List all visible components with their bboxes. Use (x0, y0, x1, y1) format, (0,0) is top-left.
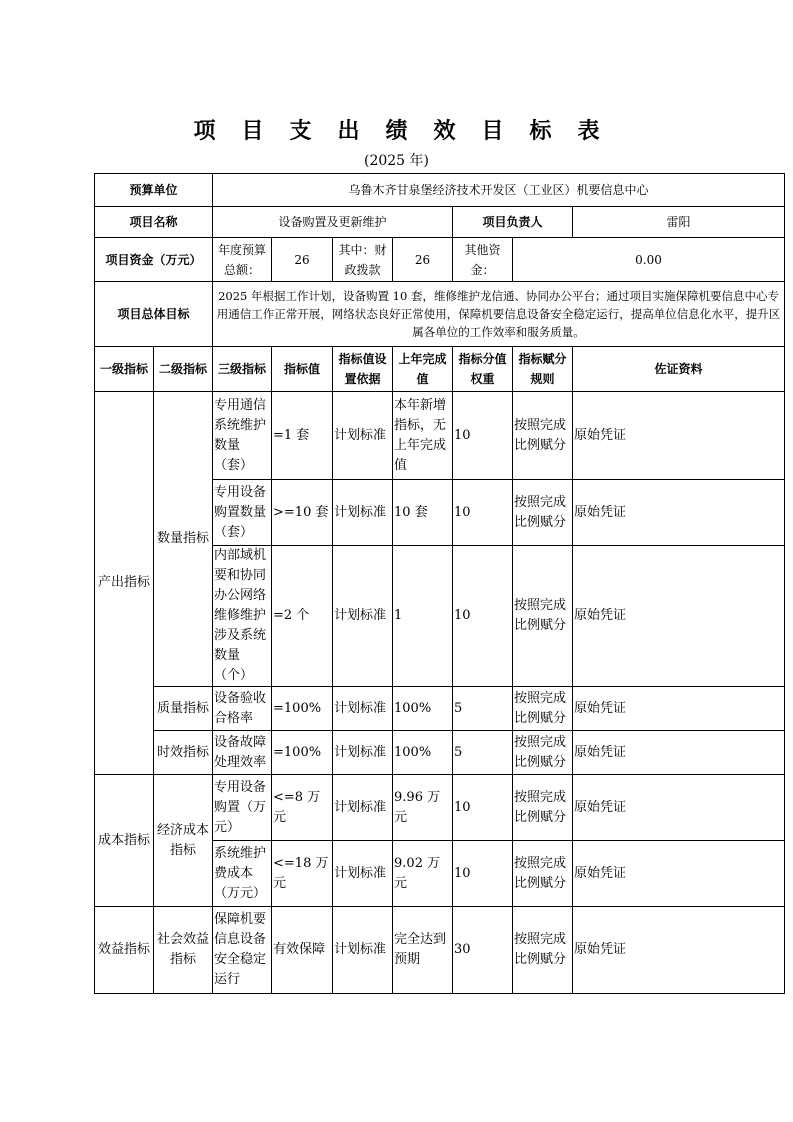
budget-unit-row (95, 174, 785, 207)
last-year-cell: 本年新增指标，无上年完成值 (393, 392, 453, 480)
header-level3: 三级指标 (213, 347, 272, 392)
annual-budget-value: 26 (272, 238, 333, 282)
last-year-cell: 100% (393, 687, 453, 731)
evidence-cell: 原始凭证 (573, 775, 785, 841)
header-evidence: 佐证资料 (573, 347, 785, 392)
page-title: 项目支出绩效目标表 (193, 119, 626, 144)
table-row (95, 775, 785, 841)
rule-cell: 按照完成比例赋分 (513, 687, 573, 731)
weight-cell: 10 (453, 480, 513, 546)
level1-benefit: 效益指标 (95, 907, 154, 994)
value-cell: <=18 万元 (272, 841, 333, 907)
last-year-cell: 9.96 万元 (393, 775, 453, 841)
level3-cell: 专用设备购置（万元） (213, 775, 272, 841)
basis-cell: 计划标准 (333, 392, 393, 480)
value-cell: =2 个 (272, 546, 333, 687)
basis-cell: 计划标准 (333, 907, 393, 994)
last-year-cell: 10 套 (393, 480, 453, 546)
level3-cell: 保障机要信息设备安全稳定运行 (213, 907, 272, 994)
level2-quality: 质量指标 (154, 687, 213, 731)
basis-cell: 计划标准 (333, 687, 393, 731)
rule-cell: 按照完成比例赋分 (513, 731, 573, 775)
funds-row (95, 238, 785, 282)
weight-cell: 30 (453, 907, 513, 994)
level3-cell: 专用通信系统维护数量（套） (213, 392, 272, 480)
performance-table (94, 173, 785, 994)
level2-quantity: 数量指标 (154, 392, 213, 687)
rule-cell: 按照完成比例赋分 (513, 392, 573, 480)
header-weight: 指标分值权重 (453, 347, 513, 392)
table-row (95, 687, 785, 731)
goal-label: 项目总体目标 (95, 282, 213, 347)
header-level2: 二级指标 (154, 347, 213, 392)
project-row (95, 207, 785, 238)
rule-cell: 按照完成比例赋分 (513, 907, 573, 994)
goal-text: 2025 年根据工作计划，设备购置 10 套，维修维护龙信通、协同办公平台；通过项目实施保障机要信息中心专用通信工作正常开展，网络状态良好正常使用，保障机要信息设备安全稳定运行，提高单位信息化水平，提升区属各单位的工作效率和服务质量。 (213, 282, 785, 347)
evidence-cell: 原始凭证 (573, 687, 785, 731)
evidence-cell: 原始凭证 (573, 731, 785, 775)
last-year-cell: 完全达到预期 (393, 907, 453, 994)
header-last-year: 上年完成值 (393, 347, 453, 392)
level2-economic-cost: 经济成本指标 (154, 775, 213, 907)
last-year-cell: 100% (393, 731, 453, 775)
last-year-cell: 9.02 万元 (393, 841, 453, 907)
annual-budget-label: 年度预算总额： (213, 238, 272, 282)
evidence-cell: 原始凭证 (573, 392, 785, 480)
value-cell: <=8 万元 (272, 775, 333, 841)
evidence-cell: 原始凭证 (573, 907, 785, 994)
project-name-label: 项目名称 (95, 207, 213, 238)
level3-cell: 专用设备购置数量（套） (213, 480, 272, 546)
budget-unit-value: 乌鲁木齐甘泉堡经济技术开发区（工业区）机要信息中心 (213, 174, 785, 207)
header-row (95, 347, 785, 392)
basis-cell: 计划标准 (333, 480, 393, 546)
last-year-cell: 1 (393, 546, 453, 687)
table-row (95, 392, 785, 480)
level1-cost: 成本指标 (95, 775, 154, 907)
rule-cell: 按照完成比例赋分 (513, 775, 573, 841)
value-cell: =100% (272, 687, 333, 731)
header-basis: 指标值设置依据 (333, 347, 393, 392)
rule-cell: 按照完成比例赋分 (513, 480, 573, 546)
weight-cell: 5 (453, 731, 513, 775)
level1-output: 产出指标 (95, 392, 154, 775)
value-cell: =100% (272, 731, 333, 775)
fiscal-label: 其中：财政拨款 (333, 238, 393, 282)
weight-cell: 5 (453, 687, 513, 731)
evidence-cell: 原始凭证 (573, 546, 785, 687)
basis-cell: 计划标准 (333, 546, 393, 687)
project-manager-value: 雷阳 (573, 207, 785, 238)
goal-row (95, 282, 785, 347)
value-cell: 有效保障 (272, 907, 333, 994)
rule-cell: 按照完成比例赋分 (513, 841, 573, 907)
weight-cell: 10 (453, 841, 513, 907)
level3-cell: 设备故障处理效率 (213, 731, 272, 775)
level2-social-benefit: 社会效益指标 (154, 907, 213, 994)
weight-cell: 10 (453, 392, 513, 480)
evidence-cell: 原始凭证 (573, 480, 785, 546)
funds-label: 项目资金（万元） (95, 238, 213, 282)
header-level1: 一级指标 (95, 347, 154, 392)
basis-cell: 计划标准 (333, 841, 393, 907)
value-cell: >=10 套 (272, 480, 333, 546)
level2-timeliness: 时效指标 (154, 731, 213, 775)
weight-cell: 10 (453, 546, 513, 687)
year-subtitle: (2025 年) (363, 153, 429, 169)
weight-cell: 10 (453, 775, 513, 841)
basis-cell: 计划标准 (333, 775, 393, 841)
rule-cell: 按照完成比例赋分 (513, 546, 573, 687)
project-name-value: 设备购置及更新维护 (213, 207, 453, 238)
project-manager-label: 项目负责人 (453, 207, 573, 238)
basis-cell: 计划标准 (333, 731, 393, 775)
evidence-cell: 原始凭证 (573, 841, 785, 907)
value-cell: =1 套 (272, 392, 333, 480)
level3-cell: 设备验收合格率 (213, 687, 272, 731)
level3-cell: 内部域机要和协同办公网络维修维护涉及系统数量（个） (213, 546, 272, 687)
header-rule: 指标赋分规则 (513, 347, 573, 392)
table-row (95, 731, 785, 775)
budget-unit-label: 预算单位 (95, 174, 213, 207)
fiscal-value: 26 (393, 238, 453, 282)
table-row (95, 907, 785, 994)
header-value: 指标值 (272, 347, 333, 392)
level3-cell: 系统维护费成本（万元） (213, 841, 272, 907)
other-funds-value: 0.00 (513, 238, 785, 282)
other-funds-label: 其他资金： (453, 238, 513, 282)
